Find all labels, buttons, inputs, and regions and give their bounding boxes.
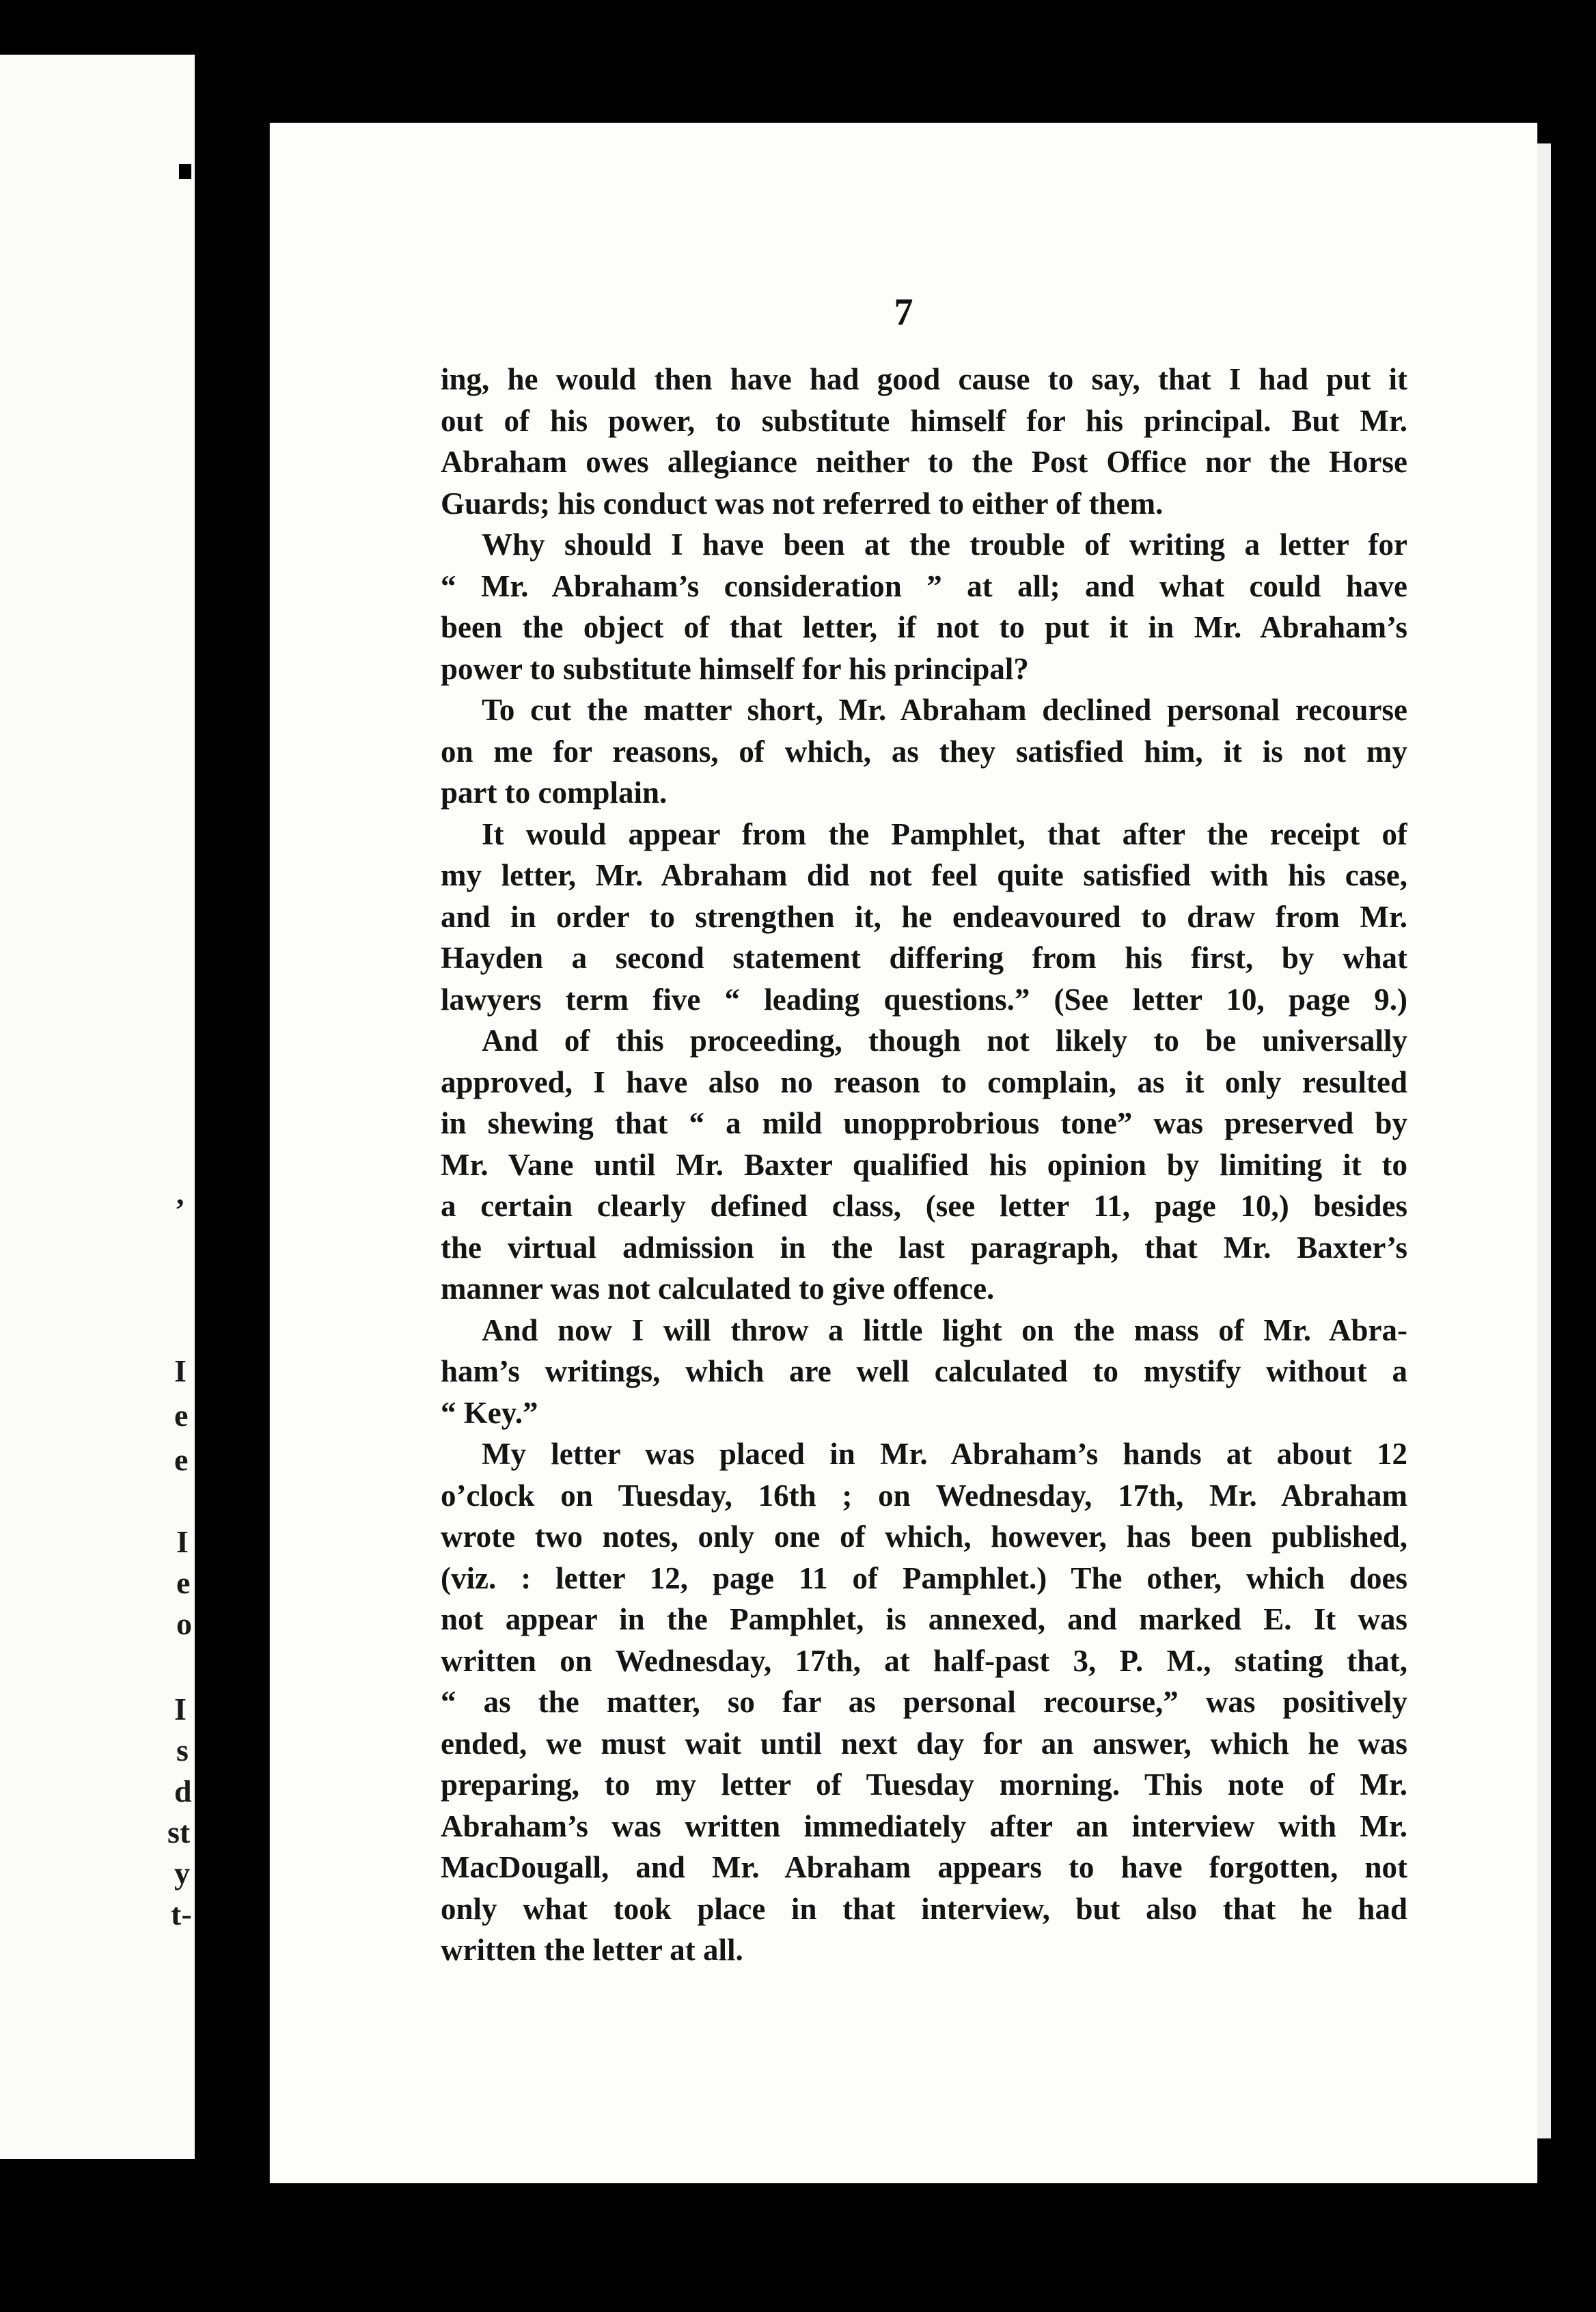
text-line: only what took place in that interview, but also that he had [441,1891,1407,1926]
text-line: power to substitute himself for his principal? [441,651,1029,686]
facing-page-char: st [167,1815,191,1849]
facing-page-char: I [174,1353,187,1388]
text-line: a certain clearly defined class, (see letter 11, page 10,) besides [441,1189,1407,1223]
text-line: and in order to strengthen it, he endeavoured to draw from Mr. [441,899,1407,934]
text-line: ing, he would then have had good cause to say, that I had put it [441,362,1407,396]
text-line: “ as the matter, so far as personal recourse,” was positively [441,1685,1407,1719]
text-line: It would appear from the Pamphlet, that after the receipt of [482,816,1407,851]
text-line: the virtual admission in the last paragraph, that Mr. Baxter’s [441,1230,1407,1265]
text-line: not appear in the Pamphlet, is annexed, and marked E. It was [441,1602,1407,1636]
facing-page-char: e [176,1565,191,1600]
text-line: wrote two notes, only one of which, however, has been published, [441,1519,1407,1554]
text-line: Guards; his conduct was not referred to either of them. [441,486,1164,521]
book-page [270,123,1537,2183]
text-line: And of this proceeding, though not likely to be universally [482,1023,1407,1058]
text-line: written on Wednesday, 17th, at half-past 3, P. M., stating that, [441,1643,1407,1678]
text-line: out of his power, to substitute himself for his principal. But Mr. [441,403,1407,438]
text-line: written the letter at all. [441,1933,743,1967]
facing-page-char: y [174,1856,190,1890]
text-line: on me for reasons, of which, as they satisfied him, it is not my [441,734,1407,769]
text-line: ended, we must wait until next day for an answer, which he was [441,1726,1407,1761]
facing-page-char: d [174,1774,192,1808]
scan-mark [179,164,191,179]
text-line: in shewing that “ a mild unopprobrious tone” was preserved by [441,1106,1407,1140]
text-line: part to complain. [441,775,668,810]
text-line: To cut the matter short, Mr. Abraham declined personal recourse [482,693,1407,727]
facing-page-char: e [174,1442,189,1477]
text-line: been the object of that letter, if not to put it in Mr. Abraham’s [441,610,1407,644]
text-line: preparing, to my letter of Tuesday morning. This note of Mr. [441,1767,1407,1802]
text-line: manner was not calculated to give offence. [441,1271,995,1306]
text-line: (viz. : letter 12, page 11 of Pamphlet.) The other, which does [441,1560,1407,1595]
facing-page-char: t- [171,1897,192,1931]
text-line: o’clock on Tuesday, 16th ; on Wednesday, 17th, Mr. Abraham [441,1478,1407,1513]
facing-page-char: o [176,1606,192,1641]
text-line: Hayden a second statement differing from his first, by what [441,941,1407,975]
scan-mark [213,1592,227,1601]
text-line: my letter, Mr. Abraham did not feel quite satisfied with his case, [441,858,1407,892]
text-line: ham’s writings, which are well calculated to mystify without a [441,1354,1407,1388]
text-line: MacDougall, and Mr. Abraham appears to have forgotten, not [441,1850,1407,1884]
text-line: Mr. Vane until Mr. Baxter qualified his opinion by limiting it to [441,1147,1407,1182]
text-line: My letter was placed in Mr. Abraham’s hands at about 12 [482,1437,1407,1471]
scan-mark [217,1032,228,1059]
text-line: Abraham owes allegiance neither to the Post Office nor the Horse [441,445,1407,479]
text-line: Abraham’s was written immediately after an interview with Mr. [441,1808,1407,1843]
text-line: lawyers term five “ leading questions.” (See letter 10, page 9.) [441,982,1407,1017]
body-text [441,359,1407,1971]
facing-page-char: I [176,1524,189,1559]
facing-page-char: I [174,1692,187,1726]
text-line: And now I will throw a little light on the mass of Mr. Abra- [482,1312,1407,1347]
facing-page-char: e [174,1398,189,1433]
text-line: Why should I have been at the trouble of writing a letter for [482,527,1407,562]
facing-page-fragment [0,55,195,2159]
text-line: “ Key.” [441,1395,538,1430]
text-line: “ Mr. Abraham’s consideration ” at all; and what could have [441,568,1407,603]
page-number: 7 [894,291,913,333]
facing-page-char: s [176,1733,189,1767]
facing-page-char: , [176,1176,184,1211]
text-line: approved, I have also no reason to complain, as it only resulted [441,1064,1407,1099]
